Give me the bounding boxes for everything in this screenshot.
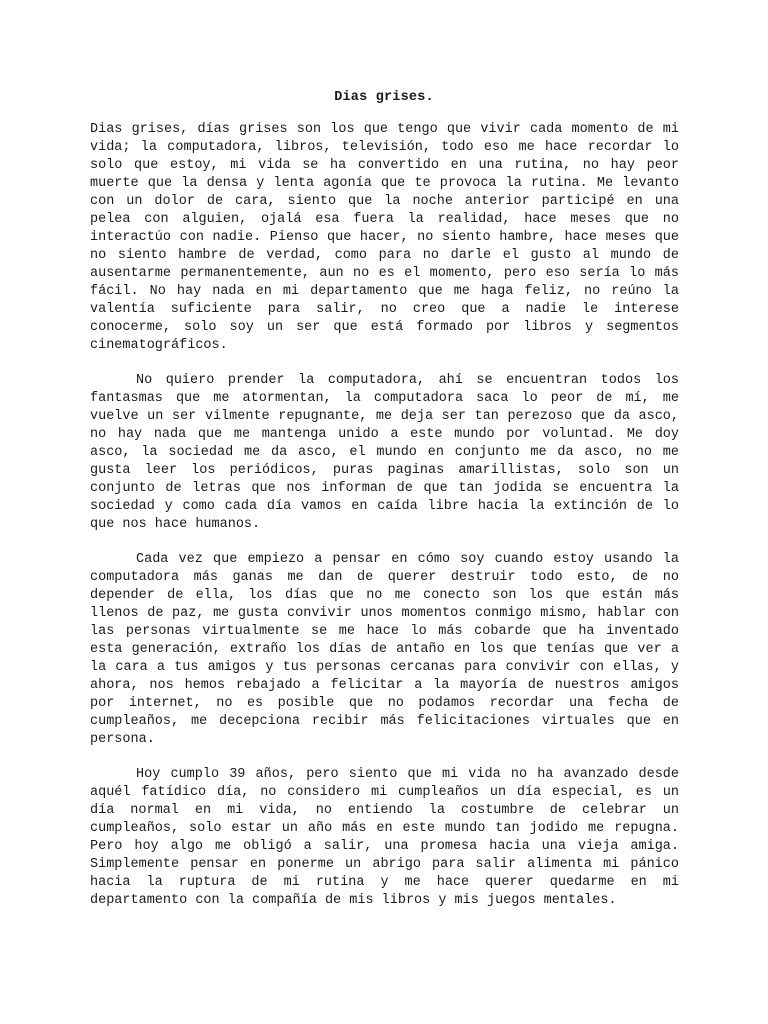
document-title: Dias grises. bbox=[334, 90, 434, 105]
document-body bbox=[90, 121, 679, 927]
paragraph-3: Cada vez que empiezo a pensar en cómo soy cuando estoy usando la computadora más ganas me dan de querer destruir todo esto, de no depender de ella, los días que no me conecto son los que están más llenos de paz, me gusta convivir unos momentos conmigo mismo, hablar con las personas virtualmente se me hace lo más cobarde que ha inventado esta generación, extraño los días de antaño en los que tenías que ver a la cara a tus amigos y tus personas cercanas para convivir con ellas, y ahora, nos hemos rebajado a felicitar a la mayoría de nuestros amigos por internet, no es posible que no podamos recordar una fecha de cumpleaños, me decepciona recibir más felicitaciones virtuales que en persona. bbox=[90, 552, 679, 747]
paragraph-4: Hoy cumplo 39 años, pero siento que mi vida no ha avanzado desde aquél fatídico día, no considero mi cumpleaños un día especial, es un día normal en mi vida, no entiendo la costumbre de celebrar un cumpleaños, solo estar un año más en este mundo tan jodido me repugna. Pero hoy algo me obligó a salir, una promesa hacia una vieja amiga. Simplemente pensar en ponerme un abrigo para salir alimenta mi pánico hacia la ruptura de mi rutina y me hace querer quedarme en mi departamento con la compañía de mis libros y mis juegos mentales. bbox=[90, 767, 679, 908]
paragraph-1: Dias grises, días grises son los que tengo que vivir cada momento de mi vida; la computadora, libros, televisión, todo eso me hace recordar lo solo que estoy, mi vida se ha convertido en una rutina, no hay peor muerte que la densa y lenta agonía que te provoca la rutina. Me levanto con un dolor de cara, siento que la noche anterior participé en una pelea con alguien, ojalá esa fuera la realidad, hace meses que no interactúo con nadie. Pienso que hacer, no siento hambre, hace meses que no siento hambre de verdad, como para no darle el gusto al mundo de ausentarme permanentemente, aun no es el momento, pero eso sería lo más fácil. No hay nada en mi departamento que me haga feliz, no reúno la valentía suficiente para salir, no creo que a nadie le interese conocerme, solo soy un ser que está formado por libros y segmentos cinematográficos. bbox=[90, 122, 679, 353]
paragraph-2: No quiero prender la computadora, ahí se encuentran todos los fantasmas que me atormentan, la computadora saca lo peor de mí, me vuelve un ser vilmente repugnante, me deja ser tan perezoso que da asco, no hay nada que me mantenga unido a este mundo por voluntad. Me doy asco, la sociedad me da asco, el mundo en conjunto me da asco, no me gusta leer los periódicos, puras paginas amarillistas, solo son un conjunto de letras que nos informan de que tan jodida se encuentra la sociedad y como cada día vamos en caída libre hacia la extinción de lo que nos hace humanos. bbox=[90, 373, 679, 532]
